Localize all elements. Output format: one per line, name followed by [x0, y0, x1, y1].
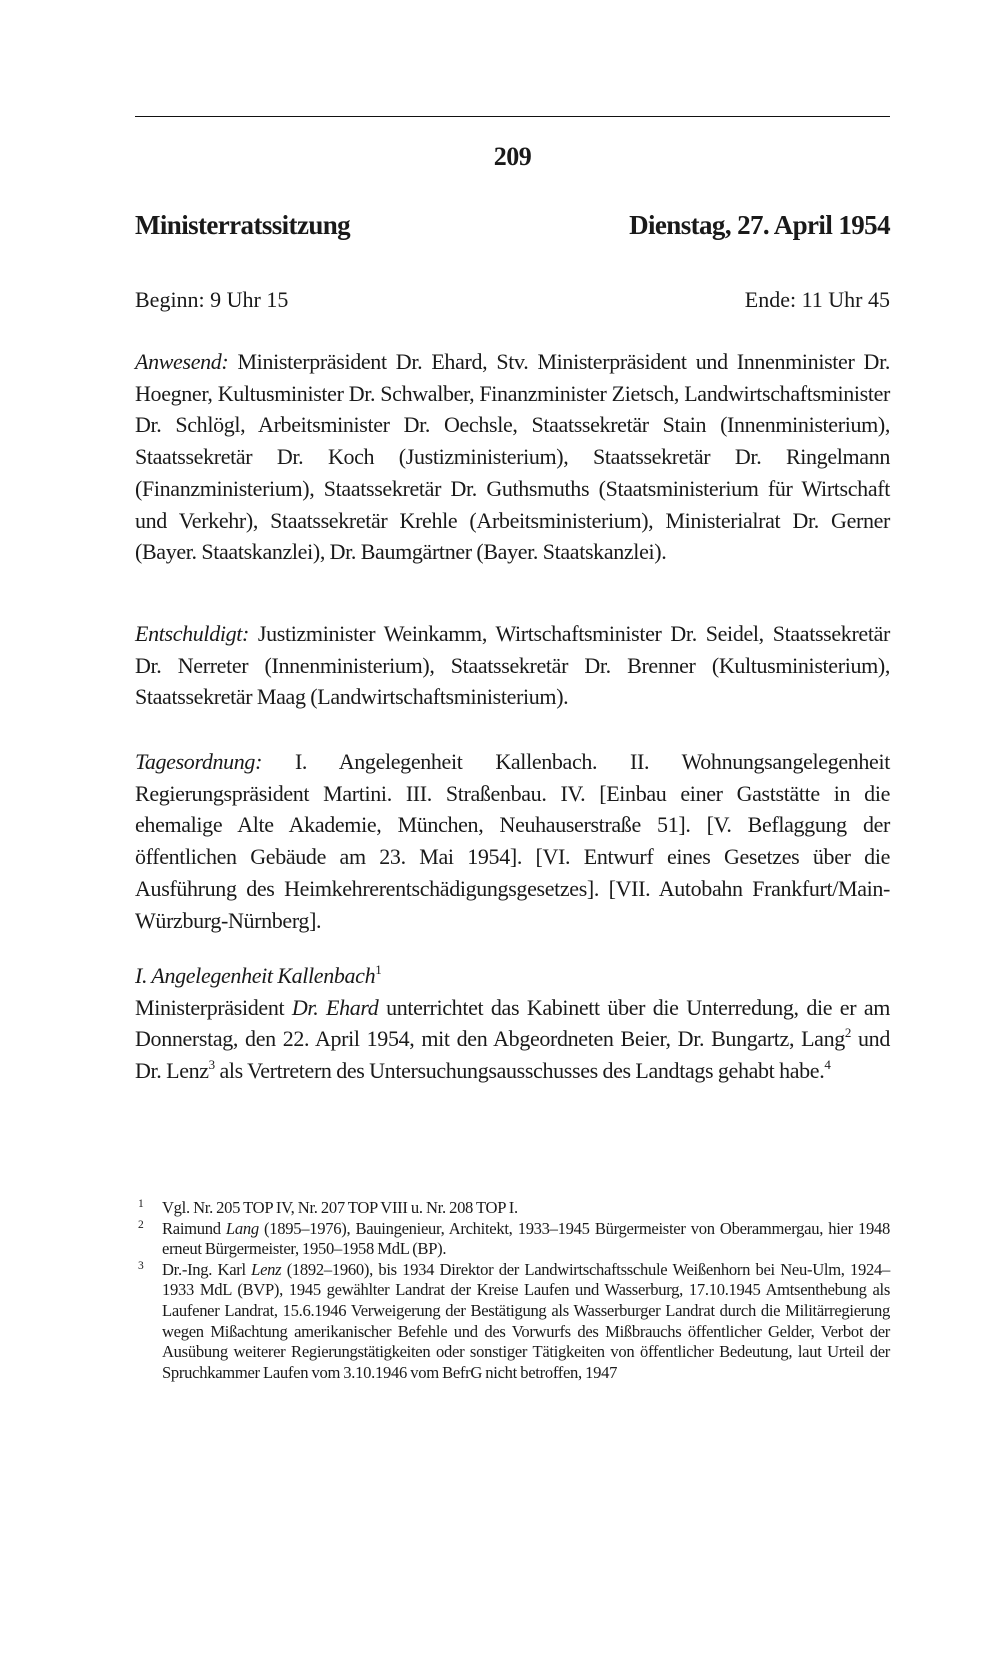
document-date: Dienstag, 27. April 1954 [629, 210, 890, 240]
document-heading [135, 210, 890, 241]
footnote-person: Lenz [251, 1259, 282, 1279]
footnote-text: (1895–1976), Bauingenieur, Architekt, 1933–1945 Bürgermeister von Oberammergau, hier 1948 erneut Bürgermeister, 1950–1958 MdL (BP). [162, 1218, 890, 1259]
excused-label: Entschuldigt: [135, 621, 249, 646]
footnote-ref-2[interactable]: 2 [844, 1025, 852, 1041]
excused-paragraph [135, 618, 890, 713]
agenda-label: Tagesordnung: [135, 749, 263, 774]
agenda-text: I. Angelegenheit Kallenbach. II. Wohnungsangelegenheit Regierungspräsident Martini. III. Straßenbau. IV. [Einbau einer Gaststätte in die ehemalige Alte Akademie, München, Neuhauserstraße 51]. [V. Beflaggung der öffentlichen Gebäude am 23. Mai 1954]. [VI. Entwurf eines Gesetzes über die Ausführung des Heimkehrerentschädigungsgesetzes]. [VII. Autobahn Frankfurt/Main-Würzburg-Nürnberg]. [135, 749, 890, 933]
attendees-text: Ministerpräsident Dr. Ehard, Stv. Ministerpräsident und Innenminister Dr. Hoegner, Kultusminister Dr. Schwalber, Finanzminister Zietsch, Landwirtschaftsminister Dr. Schlögl, Arbeitsminister Dr. Oechsle, Staatssekretär Stain (Innenministerium), Staatssekretär Dr. Koch (Justizministerium), Staatssekretär Dr. Ringelmann (Finanzministerium), Staatssekretär Dr. Guthsmuths (Staatsministerium für Wirtschaft und Verkehr), Staatssekretär Krehle (Arbeitsministerium), Ministerialrat Dr. Gerner (Bayer. Staatskanzlei), Dr. Baumgärtner (Bayer. Staatskanzlei). [135, 349, 890, 565]
footnote [135, 1198, 890, 1219]
footnote [135, 1260, 890, 1384]
footnote-ref-3[interactable]: 3 [208, 1057, 215, 1073]
section-1 [135, 960, 890, 1087]
footnote-text: (1892–1960), bis 1934 Direktor der Landwirtschaftsschule Weißenhorn bei Neu-Ulm, 1924–1933 MdL (BVP), 1945 gewählter Landrat der Kreise Laufen und Wasserburg, 17.10.1945 Amtsenthebung als Laufener Landrat, 15.6.1946 Verweigerung der Bestätigung als Wasserburger Landrat durch die Militärregierung wegen Mißachtung amerikanischer Befehle und des Vorwurfs des Mißbrauchs öffentlicher Gelder, Verbot der Ausübung weiterer Regierungstätigkeiten oder sonstiger Tätigkeiten von öffentlicher Bedeutung, laut Urteil der Spruchkammer Laufen vom 3.10.1946 vom BefrG nicht betroffen, 1947 [162, 1259, 891, 1382]
footnote-ref-4[interactable]: 4 [824, 1057, 831, 1073]
section-text: unterrichtet das Kabinett über die Unterredung, die er am Donnerstag, den 22. April 1954, mit den Abgeordneten Beier, Dr. Bungartz, Lang [135, 994, 891, 1052]
section-text: Ministerpräsident [135, 994, 292, 1020]
meeting-times [135, 287, 890, 313]
footnotes [135, 1198, 890, 1383]
speaker-name: Dr. Ehard [291, 994, 379, 1020]
footnote-number: 3 [138, 1259, 144, 1272]
section-title: I. Angelegenheit Kallenbach [135, 963, 376, 988]
footnote-text: Dr.-Ing. Karl [162, 1259, 252, 1279]
document-title: Ministerratssitzung [135, 210, 351, 240]
end-time: Ende: 11 Uhr 45 [744, 287, 890, 312]
attendees-paragraph [135, 346, 890, 568]
begin-time: Beginn: 9 Uhr 15 [135, 287, 289, 312]
footnote-number: 1 [138, 1198, 144, 1210]
agenda-paragraph [135, 746, 890, 936]
attendees-label: Anwesend: [135, 349, 229, 374]
footnote-text: Vgl. Nr. 205 TOP IV, Nr. 207 TOP VIII u. Nr. 208 TOP I. [162, 1198, 518, 1217]
footnote-text: Raimund [162, 1218, 226, 1238]
section-text: als Vertretern des Untersuchungsausschusses des Landtags gehabt habe. [214, 1058, 825, 1084]
footnote-number: 2 [138, 1218, 144, 1231]
footnote [135, 1219, 890, 1260]
header-rule [135, 116, 890, 117]
document-number: 209 [493, 142, 532, 171]
excused-text: Justizminister Weinkamm, Wirtschaftsminister Dr. Seidel, Staatssekretär Dr. Nerreter (Innenministerium), Staatssekretär Dr. Brenner (Kultusministerium), Staatssekretär Maag (Landwirtschaftsministerium). [135, 621, 890, 710]
footnote-person: Lang [225, 1218, 259, 1238]
section-text: und Dr. Lenz [135, 1026, 890, 1084]
footnote-ref-1[interactable]: 1 [375, 961, 382, 977]
